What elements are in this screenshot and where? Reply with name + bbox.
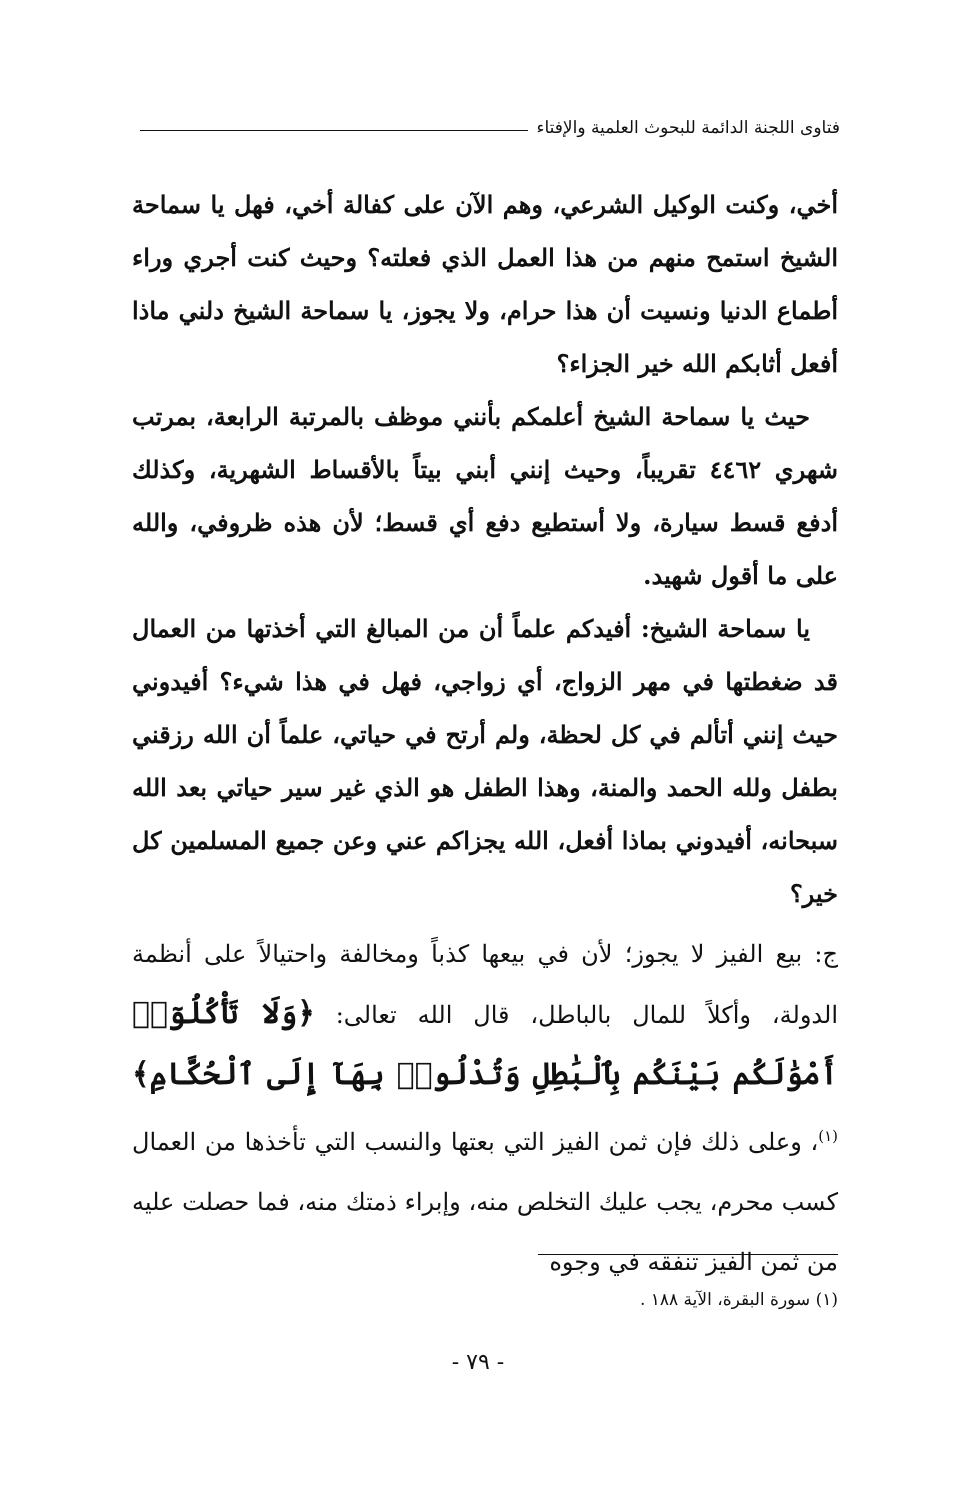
- footnote-separator: [538, 1254, 838, 1255]
- answer-text-before-quote: ج: بيع الفيز لا يجوز؛ لأن في بيعها كذباً ومخالفة واحتيالاً على أنظمة الدولة، وأكلاً للمال بالباطل، قال الله تعالى:: [132, 940, 839, 1029]
- footnote: (١) سورة البقرة، الآية ١٨٨ .: [639, 1290, 838, 1310]
- question-paragraph: أخي، وكنت الوكيل الشرعي، وهم الآن على كفالة أخي، فهل يا سماحة الشيخ استمح منهم من هذا العمل الذي فعلته؟ وحيث كنت أجري وراء أطماع الدنيا ونسيت أن هذا حرام، ولا يجوز، يا سماحة الشيخ دلني ماذا أفعل أثابكم الله خير الجزاء؟: [132, 190, 838, 378]
- footnote-marker: (١): [818, 1127, 838, 1145]
- quran-verse: ﴿وَلَا تَأْكُلُوٓا۟ أَمْوَٰلَكُم بَيْنَكُم بِٱلْبَٰطِلِ وَتُدْلُوا۟ بِهَآ إِلَى ٱلْحُكَّامِ﴾: [132, 996, 838, 1092]
- answer-paragraph: [132, 924, 838, 1292]
- question-paragraph: يا سماحة الشيخ: أفيدكم علماً أن من المبالغ التي أخذتها من العمال قد ضغطتها في مهر الزواج، أي زواجي، فهل في هذا شيء؟ أفيدوني حيث إنني أتألم في كل لحظة، ولم أرتح في حياتي، علماً أن الله رزقني بطفل ولله الحمد والمنة، وهذا الطفل هو الذي غير سير حياتي بعد الله سبحانه، أفيدوني بماذا أفعل، الله يجزاكم عني وعن جميع المسلمين كل خير؟: [132, 614, 838, 908]
- body-text: [132, 178, 838, 1292]
- answer-section: [132, 924, 838, 1292]
- answer-text-after-quote: ، وعلى ذلك فإن ثمن الفيز التي بعتها والنسب التي تأخذها من العمال كسب محرم، يجب عليك التخلص منه، وإبراء ذمتك منه، فما حصلت عليه من ثمن الفيز تنفقه في وجوه: [132, 1128, 838, 1276]
- running-header: [140, 112, 840, 144]
- header-title: فتاوى اللجنة الدائمة للبحوث العلمية والإفتاء: [536, 118, 840, 138]
- question-section: [132, 178, 838, 920]
- question-paragraph: حيث يا سماحة الشيخ أعلمكم بأنني موظف بالمرتبة الرابعة، بمرتب شهري ٤٤٦٢ تقريباً، وحيث إنني أبني بيتاً بالأقساط الشهرية، وكذلك أدفع قسط سيارة، ولا أستطيع دفع أي قسط؛ لأن هذه ظروفي، والله على ما أقول شهيد.: [132, 402, 838, 590]
- header-rule: [140, 130, 528, 131]
- page-number: - ٧٩ -: [451, 1350, 505, 1375]
